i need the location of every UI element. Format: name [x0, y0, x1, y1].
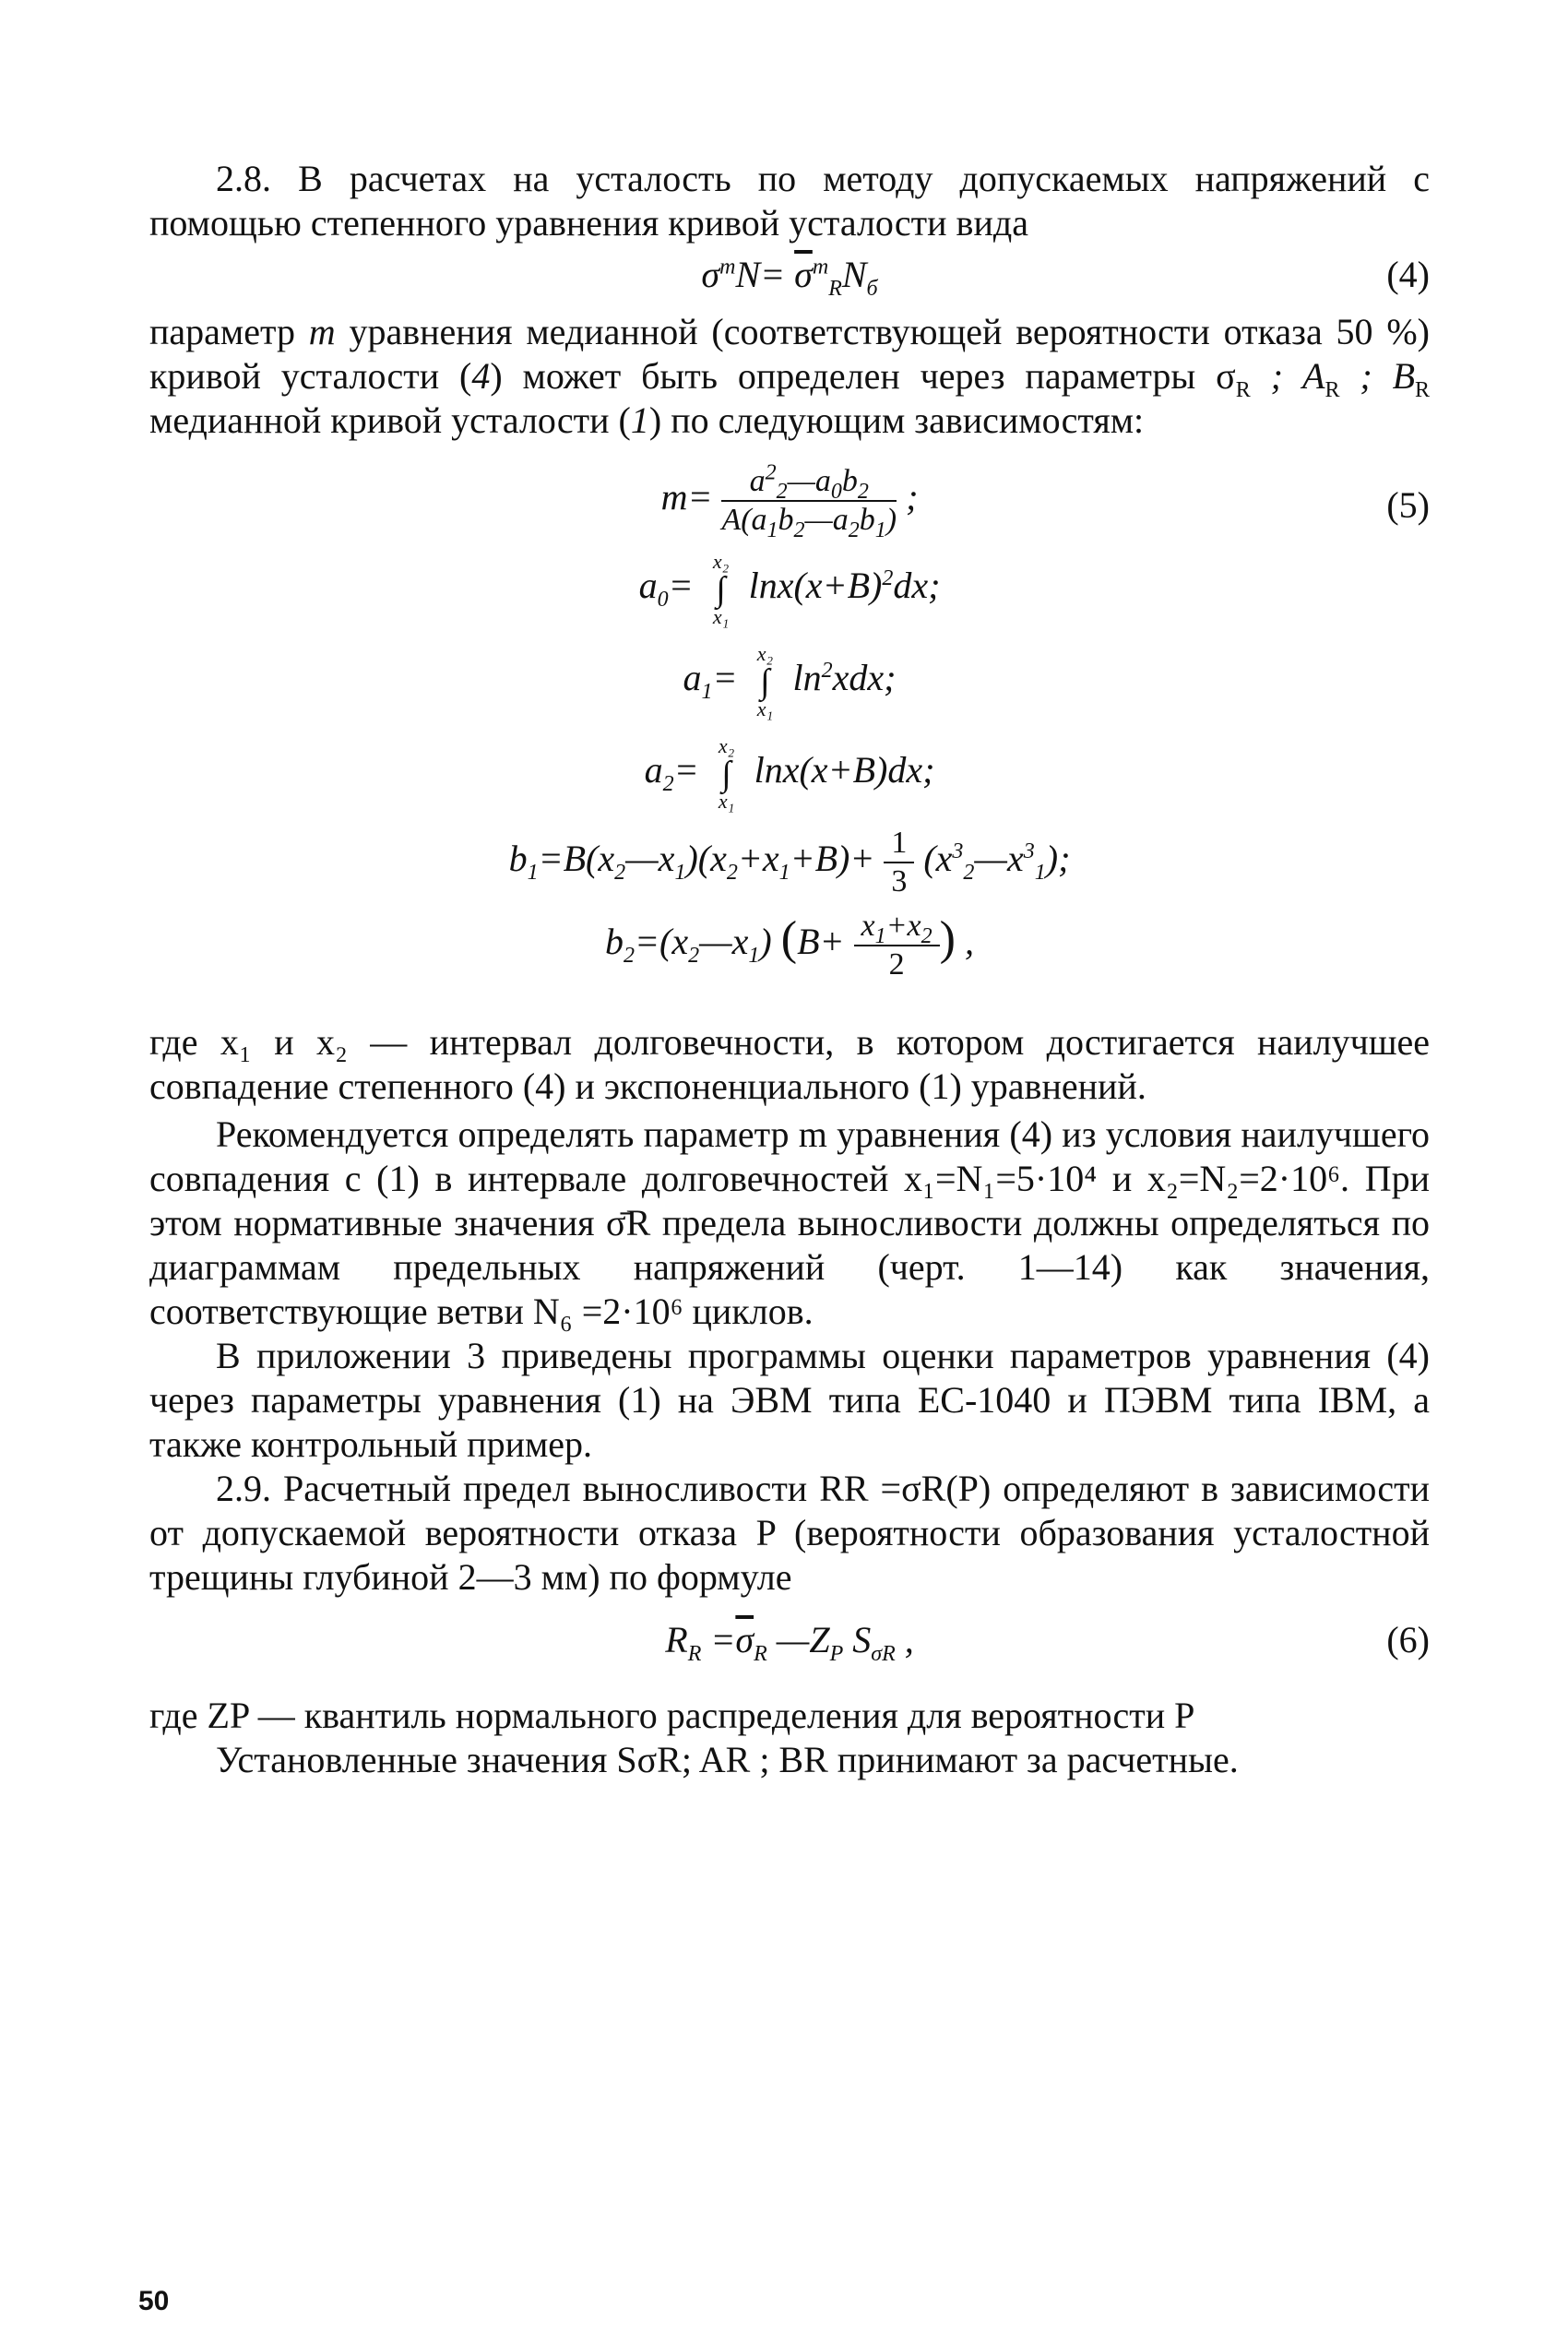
text-run: ) может быть определен через параметры σ — [490, 355, 1236, 397]
paragraph-recommendation: Рекомендуется определять параметр m уравнения (4) из условия наилучшего совпадения с (1) в интервале долговечностей x₁=N₁=5·10⁴ и x₂=N₂=2·10⁶. При этом нормативные значения σ̄R предела выносливости должны определяться по диаграммам предельных напряжений (черт. 1—14) как значения, соответствующие ветви N₆ =2·10⁶ циклов. — [149, 1113, 1430, 1332]
equation-4-formula: $\sigma^mN= \overline{\sigma}^m_RN_б$ — [701, 254, 878, 301]
formula-a1: $a_1=$ x₂ ∫ x₁ $\ln^2xdx$; — [683, 642, 897, 720]
equation-6-formula: $R_R =\overline{\sigma}_R$ $—Z_P$ $S_{\sigma R}$ , — [665, 1619, 914, 1666]
text-run: ; A — [1250, 355, 1325, 397]
text-run: ; B — [1339, 355, 1415, 397]
text-run: медианной кривой усталости ( — [149, 399, 631, 441]
text-run: уравнения медианной (соответствующей вероятности отказа 50 %) кривой усталости ( — [149, 311, 1431, 397]
text-run: 4 — [471, 355, 491, 397]
page-number: 50 — [138, 2286, 170, 2316]
equation-6-number: (6) — [1386, 1619, 1430, 1660]
formula-m: m= $\frac{a^2_2—a_0b_2}{A(a_1b_2—a_2b_1)}$ ; — [660, 460, 919, 542]
equation-6 — [149, 1611, 1430, 1683]
equation-5-block — [149, 460, 1430, 983]
formula-a2: $a_2=$ x₂ ∫ x₁ lnx(x+B)dx; — [644, 734, 935, 813]
formula-b2: $b_2=(x_2—x_1)$ (B+ $\frac{x_1+x_2}{2}$ ) , — [605, 909, 974, 982]
paragraph-2-8-intro: 2.8. В расчетах на усталость по методу допускаемых напряжений с помощью степенного уравнения кривой усталости вида — [149, 158, 1430, 244]
text-run: параметр — [149, 311, 309, 352]
formula-b1: $b_1=B(x_2—x_1)(x_2+x_1+B)+$ $\frac{1}{3}$ $(x^3_2—x^3_1)$; — [508, 826, 1071, 898]
equation-4 — [149, 245, 1430, 310]
text-run: m — [308, 311, 336, 352]
paragraph-2-9: 2.9. Расчетный предел выносливости RR =σR(P) определяют в зависимости от допускаемой вероятности отказа P (вероятности образования усталостной трещины глубиной 2—3 мм) по формуле — [149, 1468, 1430, 1598]
page-content — [149, 157, 1430, 1782]
text-run: 1 — [630, 399, 649, 441]
equation-5-number: (5) — [1386, 484, 1430, 526]
text-run: ) по следующим зависимостям: — [648, 399, 1145, 441]
paragraph-appendix: В приложении 3 приведены программы оценки параметров уравнения (4) через параметры уравнения (1) на ЭВМ типа ЕС-1040 и ПЭВМ типа IBM, а также контрольный пример. — [149, 1335, 1430, 1465]
paragraph-established-values: Установленные значения SσR; AR ; BR принимают за расчетные. — [216, 1739, 1239, 1780]
paragraph-parameter-m: параметр m уравнения медианной (соответствующей вероятности отказа 50 %) кривой усталости (4) может быть определен через параметры $\sigma_R$ ; $A_R$ ; $B_R$ медианной кривой усталости (1) по следующим зависимостям: — [149, 311, 1431, 441]
equation-4-number: (4) — [1386, 254, 1430, 295]
paragraph-quantile: где ZP — квантиль нормального распределения для вероятности P — [149, 1695, 1195, 1736]
paragraph-interval: где x₁ и x₂ — интервал долговечности, в котором достигается наилучшее совпадение степенного (4) и экспоненциального (1) уравнений. — [149, 1021, 1430, 1107]
formula-a0: $a_0=$ x₂ ∫ x₁ $\ln x(x+B)^2dx$; — [638, 550, 941, 628]
